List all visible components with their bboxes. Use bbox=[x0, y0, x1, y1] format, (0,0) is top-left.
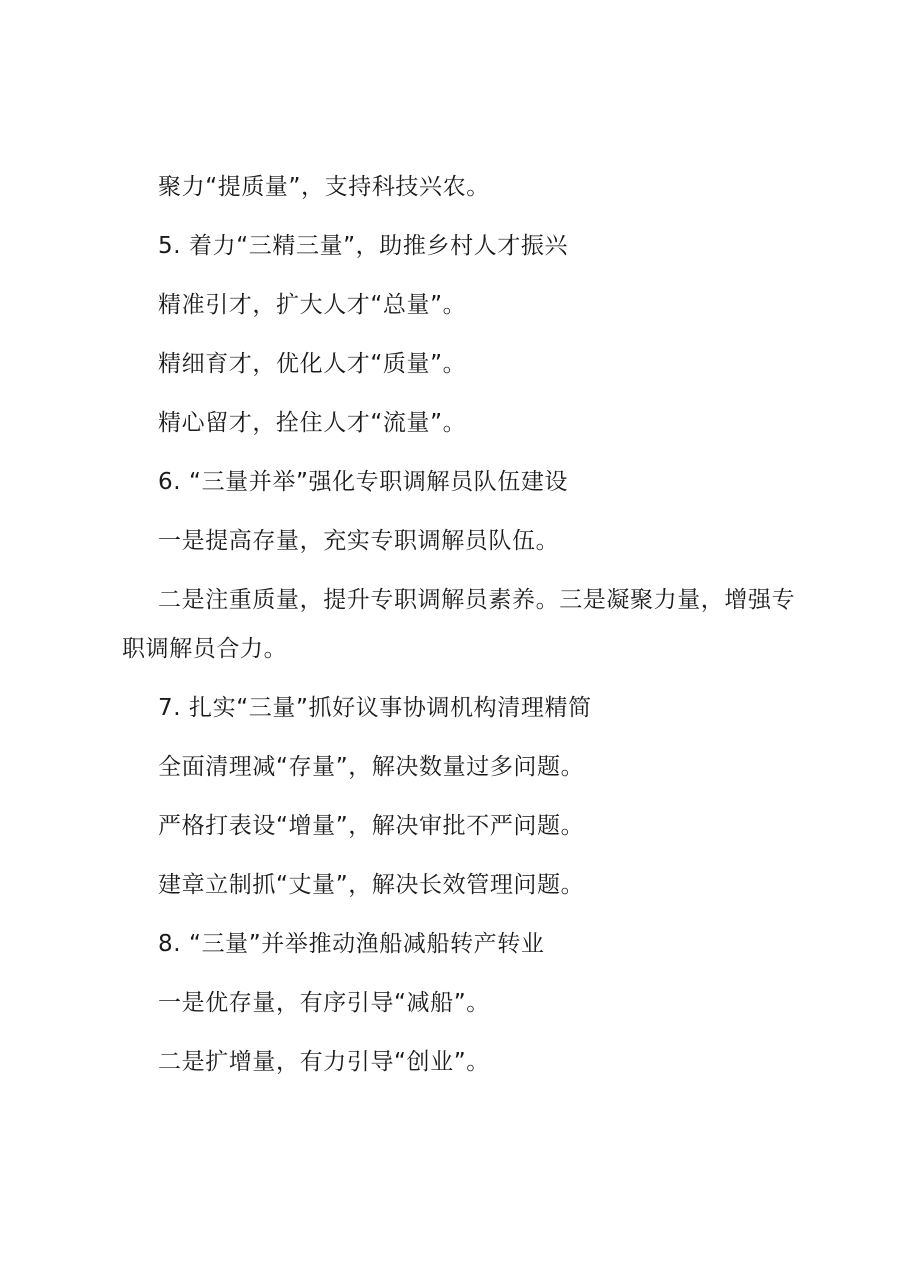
paragraph-support-tech-agriculture: 聚力“提质量”，支持科技兴农。 bbox=[158, 174, 490, 200]
paragraph-talent-total: 精准引才，扩大人才“总量”。 bbox=[158, 292, 467, 318]
heading-5-talent-revitalization: 5. 着力“三精三量”，助推乡村人才振兴 bbox=[158, 233, 569, 259]
paragraph-reduce-stock: 全面清理减“存量”，解决数量过多问题。 bbox=[158, 754, 585, 780]
paragraph-entrepreneurship: 二是扩增量，有力引导“创业”。 bbox=[158, 1049, 490, 1075]
paragraph-reduce-boats: 一是优存量，有序引导“减船”。 bbox=[158, 990, 490, 1016]
heading-8-fishing-boats: 8. “三量”并举推动渔船减船转产转业 bbox=[158, 931, 545, 957]
paragraph-control-increment: 严格打表设“增量”，解决审批不严问题。 bbox=[158, 813, 585, 839]
paragraph-talent-quality: 精细育才，优化人才“质量”。 bbox=[158, 351, 467, 377]
paragraph-measure-longterm: 建章立制抓“丈量”，解决长效管理问题。 bbox=[158, 872, 585, 898]
paragraph-mediator-stock: 一是提高存量，充实专职调解员队伍。 bbox=[158, 528, 560, 554]
heading-6-mediator-team: 6. “三量并举”强化专职调解员队伍建设 bbox=[158, 469, 569, 495]
paragraph-talent-flow: 精心留才，拴住人才“流量”。 bbox=[158, 410, 467, 436]
paragraph-mediator-quality-strength: 二是注重质量，提升专职调解员素养。三是凝聚力量，增强专职调解员合力。 bbox=[122, 587, 796, 662]
document-body bbox=[122, 163, 802, 1097]
heading-7-coordination-bodies: 7. 扎实“三量”抓好议事协调机构清理精简 bbox=[158, 695, 592, 721]
